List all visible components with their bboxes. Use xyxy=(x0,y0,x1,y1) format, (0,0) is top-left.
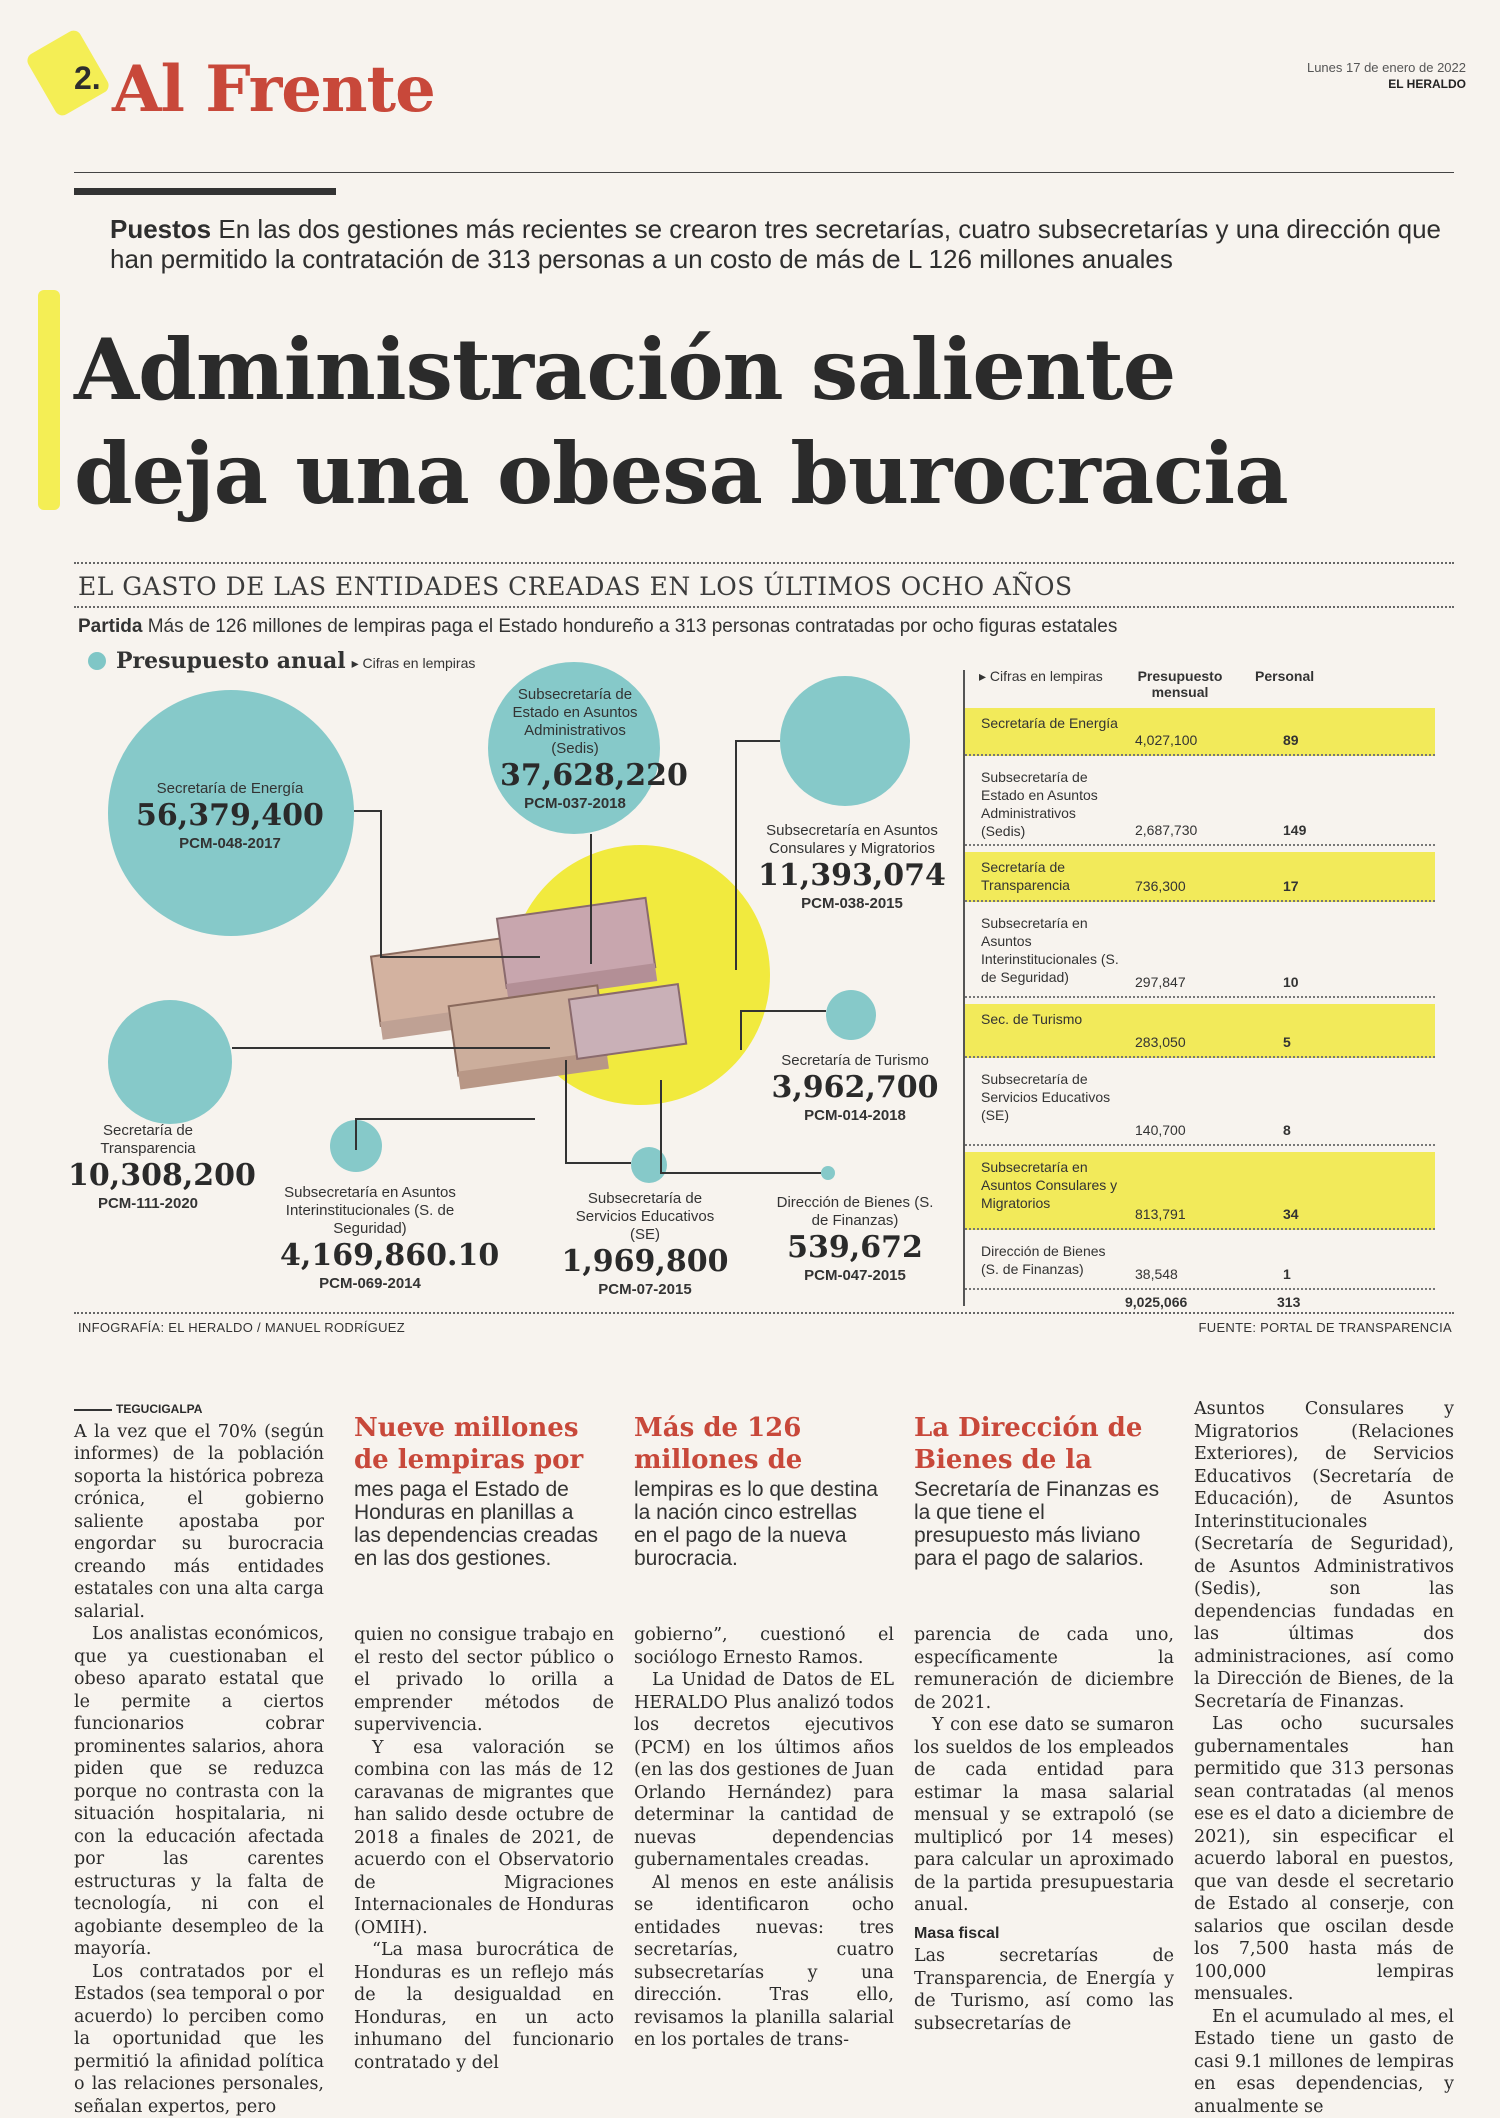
entity-energia: Secretaría de Energía 56,379,400 PCM-048-2017 xyxy=(136,780,324,852)
connector-line xyxy=(740,1010,742,1050)
row-name: Subsecretaría de Estado en Asuntos Administrativos (Sedis) xyxy=(981,769,1098,839)
row-budget: 283,050 xyxy=(1135,1034,1186,1050)
row-budget: 736,300 xyxy=(1135,878,1186,894)
pull-quote-1: Nueve millones de lempiras por mes paga el Estado de Honduras en planillas a las dependencias creadas en las dos gestiones. xyxy=(354,1413,599,1570)
pull-quote-2: Más de 126 millones de lempiras es lo que destina la nación cinco estrellas en el pago de la nueva burocracia. xyxy=(634,1413,878,1570)
connector-line xyxy=(355,1118,535,1120)
table-row xyxy=(965,708,1435,756)
entity-sedis: Subsecretaría de Estado en Asuntos Administrativos (Sedis) 37,628,220 PCM-037-2018 xyxy=(500,686,688,812)
header-rule xyxy=(74,172,1454,173)
connector-line xyxy=(380,956,540,958)
table-row xyxy=(965,1064,1435,1146)
connector-line xyxy=(660,1080,662,1172)
row-budget: 4,027,100 xyxy=(1135,732,1198,748)
entity-turismo: Secretaría de Turismo 3,962,700 PCM-014-2018 xyxy=(771,1052,939,1124)
article-col-3: gobierno”, cuestionó el sociólogo Ernesto Ramos. La Unidad de Datos de EL HERALDO Plus analizó todos los decretos ejecutivos (PCM) en los últimos años (en las dos gestiones de Juan Orlando Hernández) para determinar la cantidad de nuevas dependencias gubernamentales creadas. Al menos en este análisis se identificaron ocho entidades nuevas: tres secretarías, cuatro subsecretarías y una dirección. Tras ello, revisamos la planilla salarial en los portales de trans- xyxy=(634,1625,894,2050)
ig-top-rule xyxy=(74,562,1454,564)
article-col-4: parencia de cada uno, específicamente la remuneración de diciembre de 2021. Y con ese dato se sumaron los sueldos de los empleados de cada entidad para estimar la masa salarial mensual y se extrapoló (se multiplicó por 14 meses) para calcular un aproximado de la partida presupuestaria anual. Masa fiscal Las secretarías de Transparencia, de Energía y de Turismo, así como las subsecretarías de xyxy=(914,1625,1174,2034)
paper-name: EL HERALDO xyxy=(1388,77,1466,91)
row-name: Secretaría de Transparencia xyxy=(981,859,1070,893)
highlighter-mark-2 xyxy=(38,290,60,510)
header-bar xyxy=(74,188,336,195)
connector-line xyxy=(380,810,382,958)
table-header-staff: Personal xyxy=(1255,668,1315,684)
ig-title-rule xyxy=(74,606,1454,608)
row-staff: 1 xyxy=(1283,1266,1291,1282)
page-number: 2. xyxy=(74,60,101,96)
row-name: Subsecretaría en Asuntos Interinstitucionales (S. de Seguridad) xyxy=(981,915,1119,985)
connector-line xyxy=(355,1120,357,1150)
table-row xyxy=(965,1236,1435,1290)
row-name: Subsecretaría en Asuntos Consulares y Migratorios xyxy=(981,1159,1118,1211)
row-name: Sec. de Turismo xyxy=(981,1011,1083,1027)
article-col-5: Asuntos Consulares y Migratorios (Relaciones Exteriores), de Servicios Educativos (Secretaría de Educación), de Asuntos Interinstitucionales (Secretaría de Seguridad), de Asuntos Administrativos (Sedis), son las dependencias fundadas en las últimas dos administraciones, así como la Dirección de Bienes, de la Secretaría de Finanzas. Las ocho sucursales gubernamentales han permitido que 313 personas sean contratadas (al menos ese es el dato a diciembre de 2021), sin especificar el acuerdo laboral en puestos, que van desde el secretario de Estado al conserje, con salarios que oscilan desde los 7,500 hasta más de 100,000 lempiras mensuales. En el acumulado al mes, el Estado tiene un gasto de casi 9.1 millones de lempiras en esas dependencias, y anualmente se xyxy=(1194,1399,1454,2117)
table-row xyxy=(965,1004,1435,1058)
row-staff: 17 xyxy=(1283,878,1299,894)
connector-line xyxy=(735,740,780,742)
connector-line xyxy=(740,1010,826,1012)
infographic-title: EL GASTO DE LAS ENTIDADES CREADAS EN LOS ÚLTIMOS OCHO AÑOS xyxy=(78,572,1073,601)
entity-educativos: Subsecretaría de Servicios Educativos (SE) 1,969,800 PCM-07-2015 xyxy=(561,1190,729,1298)
entity-consulares: Subsecretaría en Asuntos Consulares y Migratorios 11,393,074 PCM-038-2015 xyxy=(758,822,946,912)
row-name: Secretaría de Energía xyxy=(981,715,1118,731)
row-name: Dirección de Bienes (S. de Finanzas) xyxy=(981,1243,1106,1277)
entity-transparencia: Secretaría de Transparencia 10,308,200 PCM-111-2020 xyxy=(68,1122,256,1212)
article-col-1: TEGUCIGALPA A la vez que el 70% (según informes) de la población soporta la histórica pobreza crónica, el gobierno saliente apostaba por engordar su burocracia creando más entidades estatales con una alta carga salarial. Los analistas económicos, que ya cuestionaban el obeso aparato estatal que le permite a ciertos funcionarios cobrar prominentes salarios, ahora piden que se reduzca porque no contrasta con la situación hospitalaria, ni con la educación afectada por las carentes estructuras y la falta de tecnología, ni con el agobiante desempleo de la mayoría. Los contratados por el Estados (sea temporal o por acuerdo) lo perciben como la oportunidad que les permitió la afinidad política o las relaciones personales, señalan expertos, pero xyxy=(74,1398,324,2118)
deck: Puestos En las dos gestiones más recientes se crearon tres secretarías, cuatro subsecretarías y una dirección que han permitido la contratación de 313 personas a un costo de más de L 126 millones anuales xyxy=(110,214,1441,274)
row-budget: 140,700 xyxy=(1135,1122,1186,1138)
row-budget: 813,791 xyxy=(1135,1206,1186,1222)
circle-turismo xyxy=(826,990,876,1040)
circle-bienes xyxy=(821,1166,835,1180)
row-staff: 10 xyxy=(1283,974,1299,990)
headline: Administración saliente deja una obesa burocracia xyxy=(74,320,1288,523)
row-budget: 2,687,730 xyxy=(1135,822,1198,838)
entity-bienes: Dirección de Bienes (S. de Finanzas) 539,672 PCM-047-2015 xyxy=(776,1194,934,1284)
connector-line xyxy=(590,834,592,964)
circle-transparencia xyxy=(108,1000,232,1124)
article-col-2: quien no consigue trabajo en el resto del sector público o el privado lo orilla a emprender métodos de supervivencia. Y esa valoración se combina con las más de 12 caravanas de migrantes que han salido desde octubre de 2018 a finales de 2021, de acuerdo con el Observatorio de Migraciones Internacionales de Honduras (OMIH). “La masa burocrática de Honduras es un reflejo más de la desigualdad en Honduras, en un acto inhumano del funcionario contratado y del xyxy=(354,1625,614,2073)
table-row xyxy=(965,1152,1435,1230)
connector-line xyxy=(565,1162,631,1164)
row-staff: 149 xyxy=(1283,822,1307,838)
legend-dot xyxy=(88,652,106,670)
table-total-staff: 313 xyxy=(1277,1294,1301,1310)
row-name: Subsecretaría de Servicios Educativos (SE) xyxy=(981,1071,1111,1123)
infographic-subtitle: Partida Más de 126 millones de lempiras paga el Estado hondureño a 313 personas contratadas por ocho figuras estatales xyxy=(78,616,1118,637)
row-budget: 38,548 xyxy=(1135,1266,1178,1282)
row-staff: 5 xyxy=(1283,1034,1291,1050)
circle-consulares xyxy=(780,676,910,806)
table-total-budget: 9,025,066 xyxy=(1125,1294,1188,1310)
connector-line xyxy=(354,810,382,812)
row-staff: 8 xyxy=(1283,1122,1291,1138)
credit-rule xyxy=(74,1312,1454,1314)
subhead-masa-fiscal: Masa fiscal xyxy=(914,1924,1000,1942)
table-row xyxy=(965,852,1435,902)
money-stack-illustration xyxy=(360,905,700,1115)
table-row xyxy=(965,762,1435,846)
issue-date: Lunes 17 de enero de 2022 EL HERALDO xyxy=(1306,60,1466,91)
pull-quote-3: La Dirección de Bienes de la Secretaría de Finanzas es la que tiene el presupuesto más liviano para el pago de salarios. xyxy=(914,1413,1160,1570)
table-row xyxy=(965,908,1435,998)
table-note: ▸ Cifras en lempiras xyxy=(979,668,1103,684)
section-title: Al Frente xyxy=(112,52,435,127)
infographic-source: FUENTE: PORTAL DE TRANSPARENCIA xyxy=(1198,1320,1452,1335)
connector-line xyxy=(660,1172,821,1174)
table-header-budget: Presupuesto mensual xyxy=(1137,668,1223,700)
legend: Presupuesto anual ▸ Cifras en lempiras xyxy=(88,648,475,674)
row-staff: 89 xyxy=(1283,732,1299,748)
row-budget: 297,847 xyxy=(1135,974,1186,990)
connector-line xyxy=(735,740,737,970)
row-staff: 34 xyxy=(1283,1206,1299,1222)
dateline: TEGUCIGALPA xyxy=(74,1398,324,1421)
connector-line xyxy=(565,1060,567,1162)
infographic-credit: INFOGRAFÍA: EL HERALDO / MANUEL RODRÍGUEZ xyxy=(78,1320,405,1335)
connector-line xyxy=(232,1047,550,1049)
entity-seguridad: Subsecretaría en Asuntos Interinstitucionales (S. de Seguridad) 4,169,860.10 PCM-069-2014 xyxy=(280,1184,500,1292)
